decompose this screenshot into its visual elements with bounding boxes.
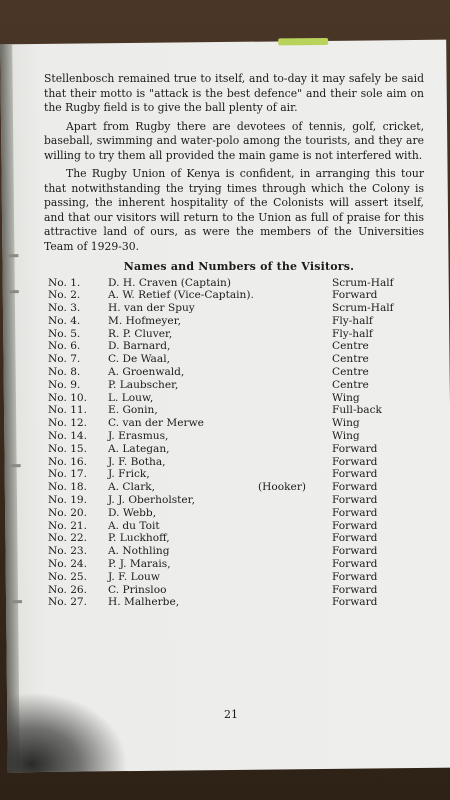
player-note (258, 392, 332, 405)
player-position: Centre (332, 340, 369, 353)
table-row (48, 277, 428, 290)
player-note (258, 558, 332, 571)
player-number: No. 18. (48, 481, 88, 494)
table-row (48, 507, 428, 520)
player-note (258, 289, 332, 302)
player-note (258, 507, 332, 520)
binding-stitch (12, 600, 22, 603)
table-row (48, 302, 428, 315)
player-number: No. 11. (48, 404, 88, 417)
table-row (48, 596, 428, 609)
player-name: A. W. Retief (Vice-Captain). (108, 289, 254, 302)
player-number: No. 2. (48, 289, 81, 302)
table-row (48, 340, 428, 353)
table-row (48, 468, 428, 481)
table-row (48, 328, 428, 341)
player-number: No. 5. (48, 327, 81, 340)
player-note (258, 430, 332, 443)
player-number: No. 14. (48, 430, 88, 443)
table-row (48, 584, 428, 597)
player-name: J. J. Oberholster, (108, 494, 195, 507)
player-number: No. 7. (48, 353, 81, 366)
player-position: Fly-half (332, 327, 373, 340)
player-note (258, 302, 332, 315)
player-name: A. Clark, (108, 481, 156, 494)
player-name: D. Webb, (108, 506, 157, 519)
player-position: Forward (332, 289, 378, 302)
player-position: Full-back (332, 404, 382, 417)
table-row (48, 481, 428, 494)
table-row (48, 494, 428, 507)
player-position: Forward (332, 455, 378, 468)
player-name: C. De Waal, (108, 353, 170, 366)
player-number: No. 15. (48, 442, 88, 455)
player-number: No. 8. (48, 366, 81, 379)
player-number: No. 9. (48, 378, 81, 391)
player-position: Centre (332, 353, 369, 366)
player-position: Forward (332, 494, 378, 507)
player-note (258, 353, 332, 366)
player-number: No. 26. (48, 583, 88, 596)
player-position: Forward (332, 583, 378, 596)
player-number: No. 4. (48, 314, 81, 327)
table-row (48, 404, 428, 417)
player-position: Fly-half (332, 314, 373, 327)
player-position: Scrum-Half (332, 302, 394, 315)
player-note (258, 520, 332, 533)
player-number: No. 16. (48, 455, 88, 468)
player-number: No. 21. (48, 519, 88, 532)
player-position: Forward (332, 481, 378, 494)
table-row (48, 289, 428, 302)
player-position: Forward (332, 532, 378, 545)
player-note (258, 315, 332, 328)
corner-shadow (7, 691, 128, 772)
table-row (48, 571, 428, 584)
player-position: Forward (332, 596, 378, 609)
player-number: No. 20. (48, 506, 88, 519)
table-row (48, 545, 428, 558)
player-note (258, 340, 332, 353)
table-row (48, 558, 428, 571)
player-note (258, 277, 332, 290)
binding-stitch (11, 464, 21, 467)
player-name: P. Luckhoff, (108, 532, 170, 545)
player-number: No. 6. (48, 340, 81, 353)
player-note (258, 596, 332, 609)
player-position: Wing (332, 430, 360, 443)
table-row (48, 353, 428, 366)
player-note (258, 584, 332, 597)
table-row (48, 392, 428, 405)
table-row (48, 430, 428, 443)
paragraph: Apart from Rugby there are devotees of tennis, golf, cricket, baseball, swimming and water-polo among the tourists, and they are willing to try them all provided the main game is not interfered with. (44, 119, 424, 162)
player-name: E. Gonin, (108, 404, 158, 417)
player-name: D. Barnard, (108, 340, 171, 353)
table-row (48, 532, 428, 545)
player-position: Forward (332, 545, 378, 558)
player-position: Forward (332, 442, 378, 455)
player-number: No. 27. (48, 596, 88, 609)
player-number: No. 24. (48, 558, 88, 571)
player-note (258, 443, 332, 456)
player-note (258, 417, 332, 430)
paragraph: The Rugby Union of Kenya is confident, in arranging this tour that notwithstanding the trying times through which the Colony is passing, the inherent hospitality of the Colonists will assert itself, and that our visitors will return to the Union as full of praise for this attractive land of ours, as were the members of the Universities Team of 1929-30. (44, 167, 424, 253)
player-name: C. van der Merwe (108, 417, 204, 430)
player-note (258, 456, 332, 469)
player-note (258, 328, 332, 341)
table-row (48, 456, 428, 469)
roster-table (48, 277, 428, 610)
player-number: No. 19. (48, 494, 88, 507)
player-number: No. 25. (48, 570, 88, 583)
player-position: Forward (332, 506, 378, 519)
player-position: Forward (332, 570, 378, 583)
binding-stitch (8, 254, 18, 257)
player-name: D. H. Craven (Captain) (108, 276, 232, 289)
player-number: No. 17. (48, 468, 88, 481)
player-name: A. Lategan, (108, 442, 170, 455)
table-row (48, 315, 428, 328)
player-name: P. J. Marais, (108, 558, 171, 571)
player-name: C. Prinsloo (108, 583, 167, 596)
player-name: M. Hofmeyer, (108, 314, 181, 327)
player-name: A. du Toit (108, 519, 160, 532)
player-number: No. 22. (48, 532, 88, 545)
player-name: J. F. Botha, (108, 455, 166, 468)
player-name: A. Groenwald, (108, 366, 185, 379)
player-name: L. Louw, (108, 391, 154, 404)
player-note (258, 545, 332, 558)
player-note (258, 532, 332, 545)
player-name: A. Nothling (108, 545, 170, 558)
player-note (258, 366, 332, 379)
player-position: Wing (332, 417, 360, 430)
player-name: H. Malherbe, (108, 596, 180, 609)
page-spine (0, 44, 20, 772)
player-note (258, 571, 332, 584)
player-note (258, 379, 332, 392)
player-position: Forward (332, 468, 378, 481)
player-position: Centre (332, 378, 369, 391)
player-name: R. P. Cluver, (108, 327, 173, 340)
player-note (258, 468, 332, 481)
binding-stitch (9, 290, 19, 293)
player-note (258, 494, 332, 507)
table-row (48, 366, 428, 379)
table-row (48, 379, 428, 392)
player-number: No. 3. (48, 302, 81, 315)
bookmark-tab (278, 38, 328, 46)
player-name: J. Erasmus, (108, 430, 169, 443)
player-position: Scrum-Half (332, 276, 394, 289)
page-text (44, 72, 424, 609)
player-name: P. Laubscher, (108, 378, 179, 391)
player-name: J. F. Louw (108, 570, 160, 583)
paragraph: Stellenbosch remained true to itself, and to-day it may safely be said that their motto is "attack is the best defence" and their sole aim on the Rugby field is to give the ball plenty of air. (44, 72, 424, 114)
player-number: No. 10. (48, 391, 88, 404)
player-note (258, 404, 332, 417)
player-position: Forward (332, 558, 378, 571)
roster-heading: Names and Numbers of the Visitors. (123, 260, 355, 273)
player-note: (Hooker) (258, 481, 307, 494)
page-number: 21 (224, 708, 238, 721)
player-name: J. Frick, (108, 468, 150, 481)
table-row (48, 417, 428, 430)
player-name: H. van der Spuy (108, 302, 195, 315)
table-row (48, 520, 428, 533)
table-row (48, 443, 428, 456)
player-number: No. 1. (48, 276, 81, 289)
player-position: Centre (332, 366, 369, 379)
player-number: No. 23. (48, 545, 88, 558)
player-position: Forward (332, 519, 378, 532)
player-number: No. 12. (48, 417, 88, 430)
player-position: Wing (332, 391, 360, 404)
